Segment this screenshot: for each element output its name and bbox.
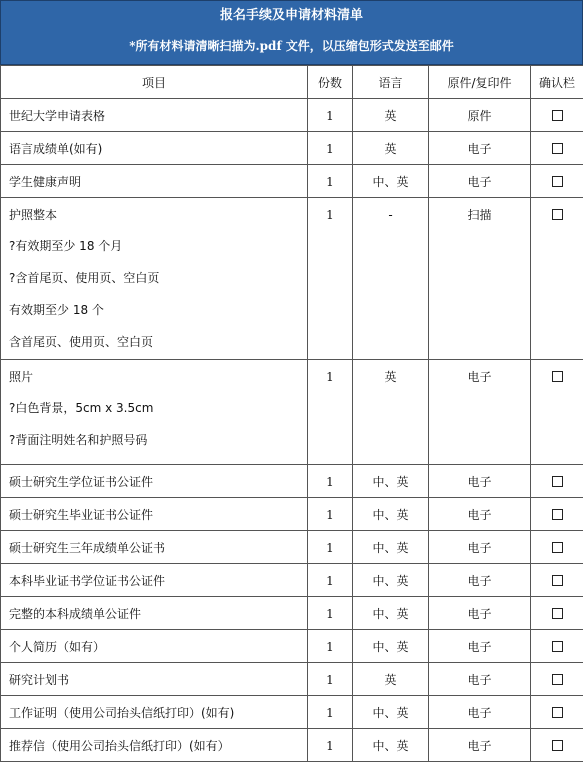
table-row: [1, 630, 583, 663]
item-cell: [1, 498, 308, 531]
confirm-cell: [531, 99, 583, 132]
language-value: 中、英: [353, 564, 428, 589]
language-value: 中、英: [353, 696, 428, 721]
copies-value: 1: [308, 99, 352, 124]
confirm-checkbox[interactable]: [552, 674, 563, 685]
language-value: 中、英: [353, 729, 428, 754]
language-cell: [353, 564, 429, 597]
table-row: [1, 498, 583, 531]
item-cell: [1, 132, 308, 165]
copies-cell: [308, 531, 353, 564]
language-value: 英: [353, 99, 428, 124]
document-type-cell: [429, 165, 531, 198]
copies-cell: [308, 663, 353, 696]
document-type-cell: [429, 597, 531, 630]
language-cell: [353, 531, 429, 564]
copies-value: 1: [308, 360, 352, 385]
document-type-cell: [429, 696, 531, 729]
document-type-value: 电子: [429, 696, 530, 721]
confirm-cell: [531, 498, 583, 531]
language-cell: [353, 663, 429, 696]
document-type-cell: [429, 564, 531, 597]
document-type-value: 电子: [429, 630, 530, 655]
item-cell: [1, 630, 308, 663]
document-type-value: 电子: [429, 360, 530, 385]
language-value: 英: [353, 360, 428, 385]
column-header-type: 原件/复印件: [429, 66, 531, 99]
copies-cell: [308, 597, 353, 630]
language-value: 中、英: [353, 597, 428, 622]
table-row: [1, 132, 583, 165]
language-cell: [353, 360, 429, 465]
item-label: 世纪大学申请表格: [1, 99, 307, 124]
copies-cell: [308, 99, 353, 132]
confirm-checkbox[interactable]: [552, 707, 563, 718]
copies-cell: [308, 564, 353, 597]
column-header-language: 语言: [353, 66, 429, 99]
copies-value: 1: [308, 564, 352, 589]
confirm-cell: [531, 198, 583, 360]
item-label: 硕士研究生学位证书公证件: [1, 465, 307, 490]
item-label: 照片: [1, 360, 307, 392]
document-type-value: 电子: [429, 663, 530, 688]
document-type-value: 电子: [429, 165, 530, 190]
document-type-cell: [429, 630, 531, 663]
language-value: 英: [353, 132, 428, 157]
copies-cell: [308, 165, 353, 198]
confirm-cell: [531, 360, 583, 465]
copies-value: 1: [308, 729, 352, 754]
copies-value: 1: [308, 465, 352, 490]
item-cell: [1, 729, 308, 762]
document-type-value: 电子: [429, 498, 530, 523]
item-label: 护照整本: [1, 198, 307, 230]
table-row: [1, 360, 583, 465]
column-header-item: 项目: [1, 66, 308, 99]
document-type-value: 电子: [429, 465, 530, 490]
confirm-checkbox[interactable]: [552, 209, 563, 220]
confirm-cell: [531, 597, 583, 630]
confirm-checkbox[interactable]: [552, 740, 563, 751]
table-row: [1, 99, 583, 132]
table-row: [1, 729, 583, 762]
table-row: [1, 597, 583, 630]
language-cell: [353, 465, 429, 498]
item-label: 学生健康声明: [1, 165, 307, 190]
document-type-value: 电子: [429, 564, 530, 589]
table-header-row: [1, 66, 583, 99]
language-cell: [353, 132, 429, 165]
item-cell: [1, 663, 308, 696]
copies-value: 1: [308, 132, 352, 157]
copies-cell: [308, 198, 353, 360]
document-type-cell: [429, 729, 531, 762]
copies-value: 1: [308, 198, 352, 223]
document-type-cell: [429, 99, 531, 132]
language-cell: [353, 630, 429, 663]
item-cell: [1, 198, 308, 360]
confirm-checkbox[interactable]: [552, 641, 563, 652]
table-row: [1, 663, 583, 696]
confirm-checkbox[interactable]: [552, 176, 563, 187]
confirm-checkbox[interactable]: [552, 143, 563, 154]
language-cell: [353, 198, 429, 360]
item-label: 语言成绩单(如有): [1, 132, 307, 157]
copies-cell: [308, 696, 353, 729]
item-label: 硕士研究生三年成绩单公证书: [1, 531, 307, 556]
table-row: [1, 198, 583, 360]
confirm-checkbox[interactable]: [552, 476, 563, 487]
materials-table: [0, 65, 583, 762]
copies-value: 1: [308, 663, 352, 688]
table-row: [1, 531, 583, 564]
document-type-cell: [429, 498, 531, 531]
confirm-checkbox[interactable]: [552, 575, 563, 586]
item-cell: [1, 597, 308, 630]
document-type-cell: [429, 465, 531, 498]
copies-cell: [308, 465, 353, 498]
language-cell: [353, 99, 429, 132]
confirm-cell: [531, 630, 583, 663]
document-type-value: 电子: [429, 729, 530, 754]
page-subtitle: *所有材料请清晰扫描为.pdf 文件，以压缩包形式发送至邮件: [1, 30, 582, 64]
item-cell: [1, 531, 308, 564]
document-type-value: 电子: [429, 132, 530, 157]
document-type-cell: [429, 663, 531, 696]
language-value: 中、英: [353, 630, 428, 655]
item-label: 研究计划书: [1, 663, 307, 688]
item-note: ?白色背景，5cm x 3.5cm: [1, 392, 307, 424]
copies-value: 1: [308, 165, 352, 190]
item-cell: [1, 165, 308, 198]
confirm-cell: [531, 132, 583, 165]
copies-value: 1: [308, 696, 352, 721]
language-cell: [353, 729, 429, 762]
confirm-cell: [531, 663, 583, 696]
copies-cell: [308, 360, 353, 465]
copies-value: 1: [308, 597, 352, 622]
header-banner: [0, 0, 583, 65]
item-cell: [1, 465, 308, 498]
item-cell: [1, 99, 308, 132]
language-cell: [353, 696, 429, 729]
language-value: 中、英: [353, 531, 428, 556]
language-cell: [353, 165, 429, 198]
table-row: [1, 465, 583, 498]
table-row: [1, 564, 583, 597]
confirm-cell: [531, 165, 583, 198]
item-note: ?背面注明姓名和护照号码: [1, 424, 307, 456]
copies-cell: [308, 729, 353, 762]
confirm-checkbox[interactable]: [552, 509, 563, 520]
item-label: 完整的本科成绩单公证件: [1, 597, 307, 622]
confirm-cell: [531, 531, 583, 564]
item-note: ?有效期至少 18 个月: [1, 230, 307, 262]
item-cell: [1, 360, 308, 465]
copies-value: 1: [308, 630, 352, 655]
item-label: 硕士研究生毕业证书公证件: [1, 498, 307, 523]
confirm-checkbox[interactable]: [552, 542, 563, 553]
language-cell: [353, 498, 429, 531]
item-cell: [1, 696, 308, 729]
item-label: 个人简历（如有）: [1, 630, 307, 655]
confirm-checkbox[interactable]: [552, 110, 563, 121]
column-header-copies: 份数: [308, 66, 353, 99]
language-value: 英: [353, 663, 428, 688]
copies-cell: [308, 498, 353, 531]
column-header-confirm: 确认栏: [531, 66, 583, 99]
table-row: [1, 696, 583, 729]
language-cell: [353, 597, 429, 630]
item-note: 有效期至少 18 个: [1, 294, 307, 326]
copies-value: 1: [308, 498, 352, 523]
document-type-cell: [429, 360, 531, 465]
page-title: 报名手续及申请材料清单: [1, 1, 582, 30]
document-type-value: 电子: [429, 531, 530, 556]
document-type-cell: [429, 132, 531, 165]
item-note: ?含首尾页、使用页、空白页: [1, 262, 307, 294]
confirm-cell: [531, 465, 583, 498]
document-type-value: 扫描: [429, 198, 530, 223]
item-cell: [1, 564, 308, 597]
confirm-cell: [531, 696, 583, 729]
copies-cell: [308, 630, 353, 663]
confirm-checkbox[interactable]: [552, 608, 563, 619]
language-value: 中、英: [353, 465, 428, 490]
language-value: 中、英: [353, 498, 428, 523]
copies-value: 1: [308, 531, 352, 556]
language-value: -: [353, 198, 428, 223]
language-value: 中、英: [353, 165, 428, 190]
document-type-cell: [429, 531, 531, 564]
confirm-cell: [531, 729, 583, 762]
document-type-cell: [429, 198, 531, 360]
item-note: 含首尾页、使用页、空白页: [1, 326, 307, 358]
table-row: [1, 165, 583, 198]
item-label: 工作证明（使用公司抬头信纸打印）(如有): [1, 696, 307, 721]
document-type-value: 原件: [429, 99, 530, 124]
confirm-checkbox[interactable]: [552, 371, 563, 382]
item-label: 推荐信（使用公司抬头信纸打印）(如有）: [1, 729, 307, 754]
copies-cell: [308, 132, 353, 165]
confirm-cell: [531, 564, 583, 597]
document-type-value: 电子: [429, 597, 530, 622]
item-label: 本科毕业证书学位证书公证件: [1, 564, 307, 589]
